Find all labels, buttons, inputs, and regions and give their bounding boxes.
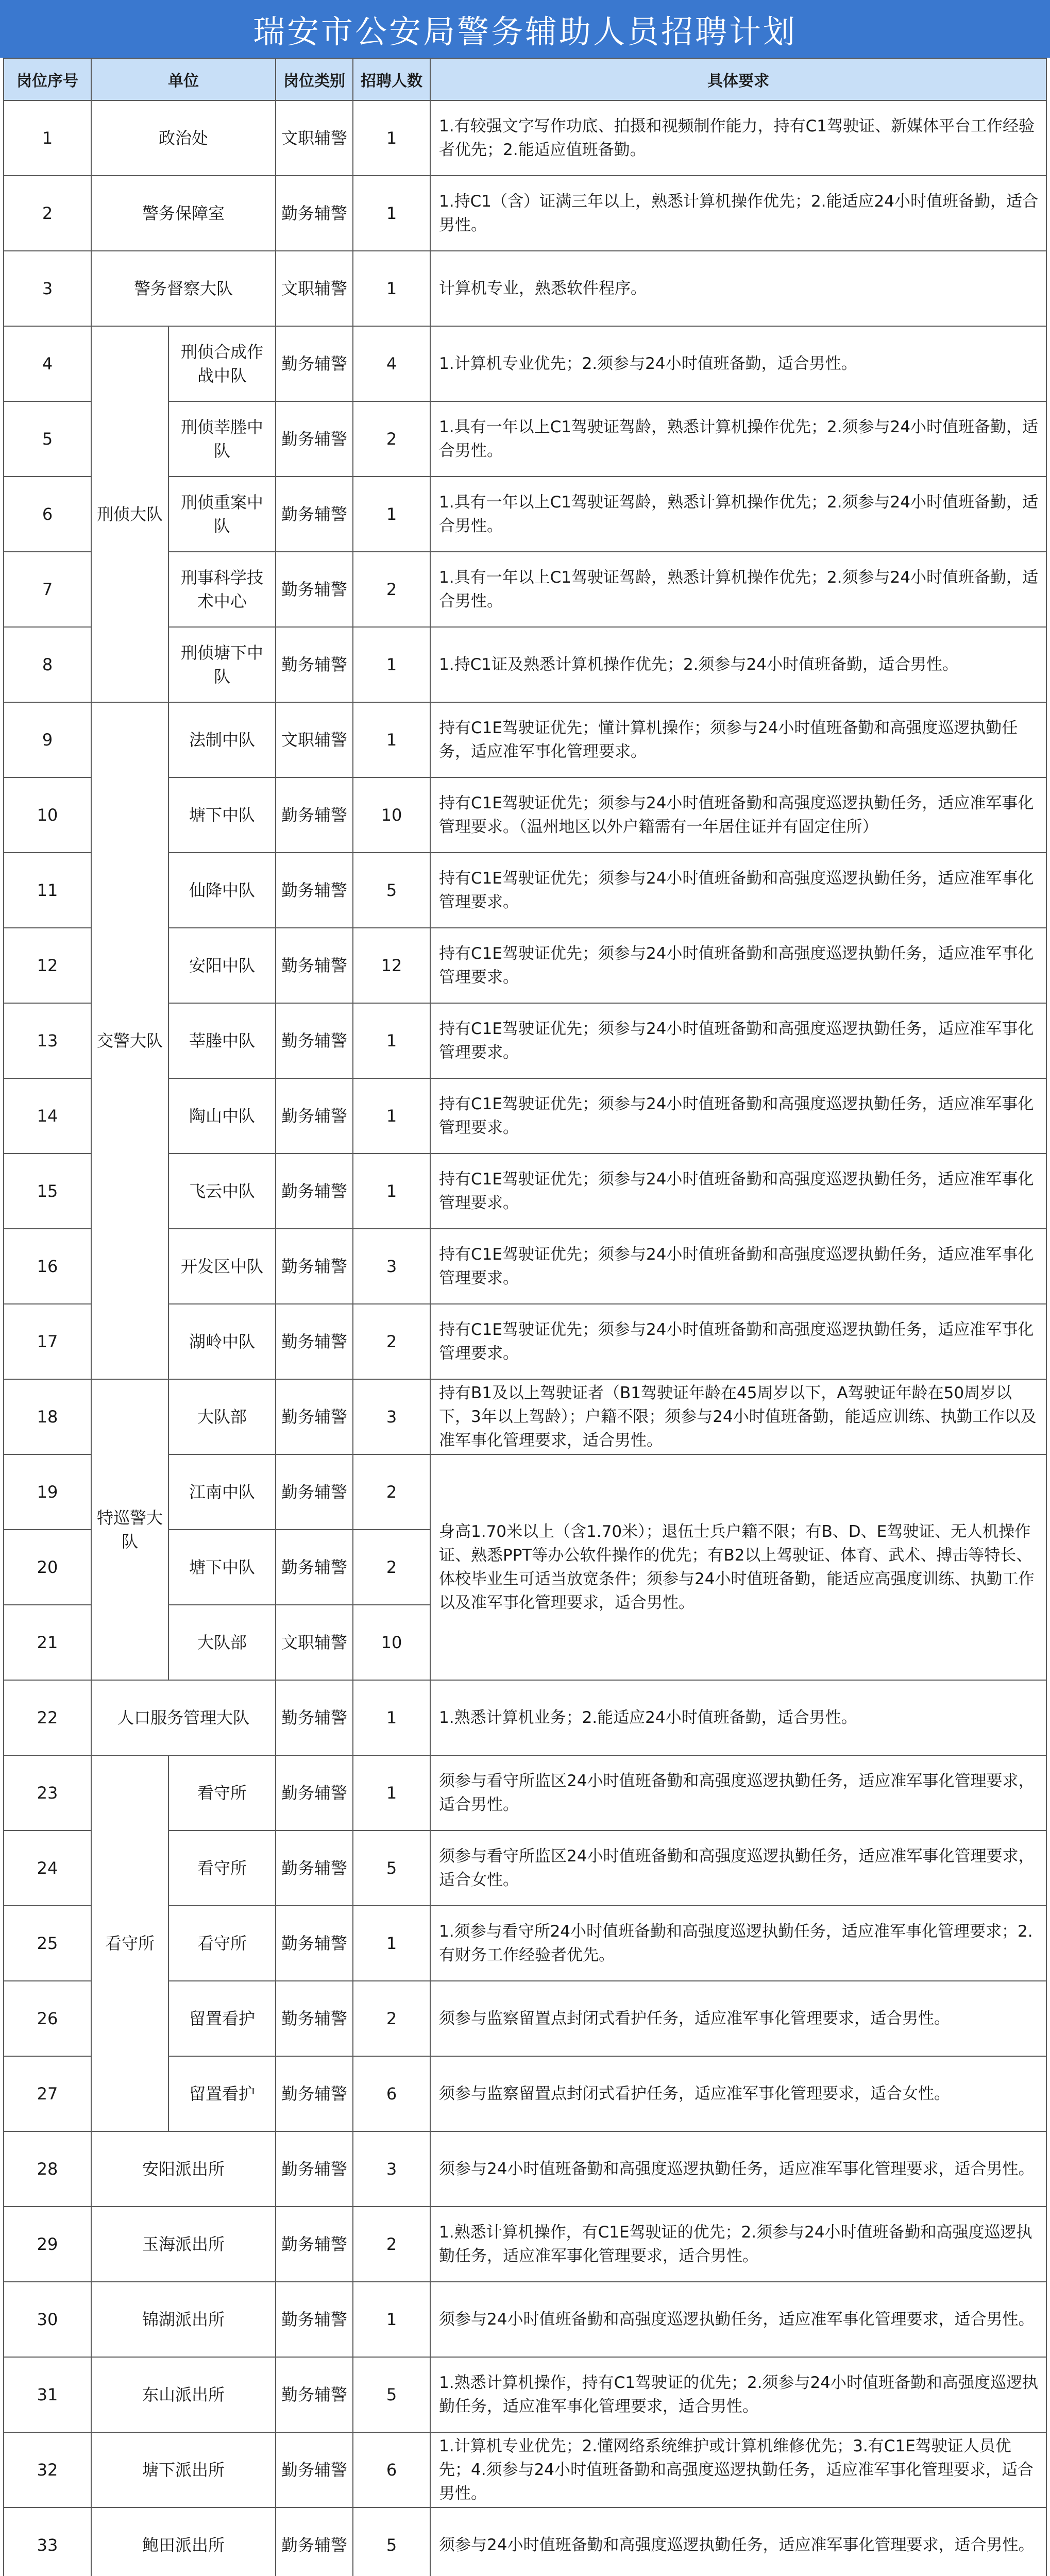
sub-unit-cell: 塘下中队 — [168, 1530, 276, 1605]
table-row — [4, 1755, 1046, 1831]
requirement-cell: 持有C1E驾驶证优先；须参与24小时值班备勤和高强度巡逻执勤任务，适应准军事化管理要求。 — [430, 1304, 1046, 1379]
post-number: 29 — [4, 2207, 91, 2282]
sub-unit-cell: 仙降中队 — [168, 853, 276, 928]
post-type-cell: 勤务辅警 — [276, 627, 353, 702]
table-row — [4, 176, 1046, 251]
hire-count-cell: 3 — [353, 1229, 430, 1304]
hire-count-cell: 10 — [353, 777, 430, 853]
post-type-cell: 勤务辅警 — [276, 1379, 353, 1454]
sub-unit-cell: 安阳中队 — [168, 928, 276, 1003]
table-row — [4, 100, 1046, 176]
table-header-row — [4, 58, 1046, 100]
post-number: 31 — [4, 2357, 91, 2432]
post-type-cell: 勤务辅警 — [276, 1229, 353, 1304]
hire-count-cell: 2 — [353, 1530, 430, 1605]
hire-count-cell: 2 — [353, 2207, 430, 2282]
hire-count-cell: 4 — [353, 326, 430, 401]
post-number: 13 — [4, 1003, 91, 1078]
post-number: 26 — [4, 1981, 91, 2056]
post-type-cell: 勤务辅警 — [276, 2207, 353, 2282]
requirement-cell: 持有C1E驾驶证优先；须参与24小时值班备勤和高强度巡逻执勤任务，适应准军事化管理要求。 — [430, 853, 1046, 928]
post-type-cell: 勤务辅警 — [276, 1078, 353, 1154]
post-number: 1 — [4, 100, 91, 176]
table-row — [4, 2207, 1046, 2282]
hire-count-cell: 2 — [353, 1454, 430, 1530]
table-row — [4, 2131, 1046, 2207]
hire-count-cell: 6 — [353, 2056, 430, 2131]
requirement-cell: 1.计算机专业优先；2.懂网络系统维护或计算机维修优先；3.有C1E驾驶证人员优先；4.须参与24小时值班备勤和高强度巡逻执勤任务，适应准军事化管理要求，适合男性。 — [430, 2432, 1046, 2507]
post-type-cell: 勤务辅警 — [276, 928, 353, 1003]
sub-unit-cell: 刑侦莘塍中队 — [168, 401, 276, 477]
group-unit-cell: 特巡警大队 — [91, 1379, 168, 1680]
requirement-cell: 持有C1E驾驶证优先；须参与24小时值班备勤和高强度巡逻执勤任务，适应准军事化管理要求。 — [430, 1003, 1046, 1078]
page-title: 瑞安市公安局警务辅助人员招聘计划 — [0, 0, 1050, 58]
hire-count-cell: 5 — [353, 2507, 430, 2576]
hire-count-cell: 10 — [353, 1605, 430, 1680]
sub-unit-cell: 大队部 — [168, 1605, 276, 1680]
unit-cell: 人口服务管理大队 — [91, 1680, 276, 1755]
sub-unit-cell: 留置看护 — [168, 1981, 276, 2056]
hire-count-cell: 1 — [353, 627, 430, 702]
table-row — [4, 1379, 1046, 1454]
hire-count-cell: 5 — [353, 2357, 430, 2432]
post-number: 23 — [4, 1755, 91, 1831]
post-type-cell: 文职辅警 — [276, 702, 353, 777]
post-type-cell: 文职辅警 — [276, 251, 353, 326]
hire-count-cell: 2 — [353, 1981, 430, 2056]
hire-count-cell: 1 — [353, 1906, 430, 1981]
hire-count-cell: 2 — [353, 401, 430, 477]
requirement-cell: 1.具有一年以上C1驾驶证驾龄，熟悉计算机操作优先；2.须参与24小时值班备勤，适合男性。 — [430, 552, 1046, 627]
sub-unit-cell: 莘塍中队 — [168, 1003, 276, 1078]
recruitment-table — [3, 58, 1047, 2576]
hire-count-cell: 1 — [353, 251, 430, 326]
table-row — [4, 326, 1046, 401]
table-row — [4, 2507, 1046, 2576]
requirement-cell: 须参与看守所监区24小时值班备勤和高强度巡逻执勤任务，适应准军事化管理要求，适合女性。 — [430, 1831, 1046, 1906]
header-unit: 单位 — [91, 58, 276, 100]
unit-cell: 安阳派出所 — [91, 2131, 276, 2207]
unit-cell: 政治处 — [91, 100, 276, 176]
sub-unit-cell: 湖岭中队 — [168, 1304, 276, 1379]
requirement-cell: 1.持C1（含）证满三年以上，熟悉计算机操作优先；2.能适应24小时值班备勤，适合男性。 — [430, 176, 1046, 251]
sub-unit-cell: 江南中队 — [168, 1454, 276, 1530]
post-number: 18 — [4, 1379, 91, 1454]
unit-cell: 东山派出所 — [91, 2357, 276, 2432]
post-type-cell: 勤务辅警 — [276, 326, 353, 401]
post-number: 15 — [4, 1154, 91, 1229]
hire-count-cell: 1 — [353, 1078, 430, 1154]
post-number: 30 — [4, 2282, 91, 2357]
requirement-cell: 须参与24小时值班备勤和高强度巡逻执勤任务，适应准军事化管理要求，适合男性。 — [430, 2131, 1046, 2207]
unit-cell: 警务保障室 — [91, 176, 276, 251]
sub-unit-cell: 看守所 — [168, 1755, 276, 1831]
group-unit-cell: 刑侦大队 — [91, 326, 168, 702]
requirement-cell: 持有C1E驾驶证优先；须参与24小时值班备勤和高强度巡逻执勤任务，适应准军事化管理要求。 — [430, 1154, 1046, 1229]
sub-unit-cell: 刑侦重案中队 — [168, 477, 276, 552]
requirement-cell: 须参与监察留置点封闭式看护任务，适应准军事化管理要求，适合男性。 — [430, 1981, 1046, 2056]
post-type-cell: 勤务辅警 — [276, 401, 353, 477]
requirement-cell: 1.具有一年以上C1驾驶证驾龄，熟悉计算机操作优先；2.须参与24小时值班备勤，适合男性。 — [430, 401, 1046, 477]
post-number: 25 — [4, 1906, 91, 1981]
post-number: 16 — [4, 1229, 91, 1304]
hire-count-cell: 2 — [353, 552, 430, 627]
post-number: 7 — [4, 552, 91, 627]
post-type-cell: 勤务辅警 — [276, 1530, 353, 1605]
post-type-cell: 文职辅警 — [276, 100, 353, 176]
post-type-cell: 勤务辅警 — [276, 1755, 353, 1831]
sub-unit-cell: 看守所 — [168, 1831, 276, 1906]
table-row — [4, 251, 1046, 326]
unit-cell: 玉海派出所 — [91, 2207, 276, 2282]
post-type-cell: 勤务辅警 — [276, 2282, 353, 2357]
post-number: 17 — [4, 1304, 91, 1379]
requirement-cell: 1.持C1证及熟悉计算机操作优先；2.须参与24小时值班备勤，适合男性。 — [430, 627, 1046, 702]
requirement-cell: 须参与24小时值班备勤和高强度巡逻执勤任务，适应准军事化管理要求，适合男性。 — [430, 2282, 1046, 2357]
table-body — [4, 100, 1046, 2576]
hire-count-cell: 12 — [353, 928, 430, 1003]
post-type-cell: 勤务辅警 — [276, 1154, 353, 1229]
requirement-cell: 1.有较强文字写作功底、拍摄和视频制作能力，持有C1驾驶证、新媒体平台工作经验者优先；2.能适应值班备勤。 — [430, 100, 1046, 176]
post-number: 33 — [4, 2507, 91, 2576]
post-type-cell: 勤务辅警 — [276, 2131, 353, 2207]
post-type-cell: 勤务辅警 — [276, 2507, 353, 2576]
post-type-cell: 勤务辅警 — [276, 1981, 353, 2056]
post-type-cell: 勤务辅警 — [276, 176, 353, 251]
requirement-cell: 持有C1E驾驶证优先；须参与24小时值班备勤和高强度巡逻执勤任务，适应准军事化管理要求。 — [430, 1078, 1046, 1154]
post-type-cell: 勤务辅警 — [276, 853, 353, 928]
post-number: 5 — [4, 401, 91, 477]
hire-count-cell: 1 — [353, 1755, 430, 1831]
group-unit-cell: 交警大队 — [91, 702, 168, 1379]
post-type-cell: 勤务辅警 — [276, 2432, 353, 2507]
post-number: 14 — [4, 1078, 91, 1154]
post-type-cell: 勤务辅警 — [276, 1003, 353, 1078]
sub-unit-cell: 刑侦合成作战中队 — [168, 326, 276, 401]
unit-cell: 警务督察大队 — [91, 251, 276, 326]
hire-count-cell: 6 — [353, 2432, 430, 2507]
post-type-cell: 勤务辅警 — [276, 777, 353, 853]
sub-unit-cell: 飞云中队 — [168, 1154, 276, 1229]
post-number: 4 — [4, 326, 91, 401]
header-requirements: 具体要求 — [430, 58, 1046, 100]
sub-unit-cell: 留置看护 — [168, 2056, 276, 2131]
table-row — [4, 2432, 1046, 2507]
unit-cell: 锦湖派出所 — [91, 2282, 276, 2357]
requirement-cell: 须参与24小时值班备勤和高强度巡逻执勤任务，适应准军事化管理要求，适合男性。 — [430, 2507, 1046, 2576]
post-number: 11 — [4, 853, 91, 928]
table-row — [4, 2282, 1046, 2357]
post-type-cell: 勤务辅警 — [276, 1831, 353, 1906]
table-row — [4, 702, 1046, 777]
table-row — [4, 1680, 1046, 1755]
requirement-cell: 1.熟悉计算机操作，有C1E驾驶证的优先；2.须参与24小时值班备勤和高强度巡逻执勤任务，适应准军事化管理要求，适合男性。 — [430, 2207, 1046, 2282]
header-count: 招聘人数 — [353, 58, 430, 100]
requirement-cell: 身高1.70米以上（含1.70米）；退伍士兵户籍不限；有B、D、E驾驶证、无人机操作证、熟悉PPT等办公软件操作的优先；有B2以上驾驶证、体育、武术、搏击等特长、体校毕业生可适当放宽条件；须参与24小时值班备勤，能适应高强度训练、执勤工作以及准军事化管理要求，适合男性。 — [430, 1454, 1046, 1680]
header-post-no: 岗位序号 — [4, 58, 91, 100]
hire-count-cell: 5 — [353, 1831, 430, 1906]
hire-count-cell: 3 — [353, 1379, 430, 1454]
unit-cell: 塘下派出所 — [91, 2432, 276, 2507]
post-type-cell: 勤务辅警 — [276, 2357, 353, 2432]
post-type-cell: 勤务辅警 — [276, 477, 353, 552]
requirement-cell: 持有C1E驾驶证优先；须参与24小时值班备勤和高强度巡逻执勤任务，适应准军事化管理要求。 — [430, 928, 1046, 1003]
sub-unit-cell: 刑事科学技术中心 — [168, 552, 276, 627]
post-number: 3 — [4, 251, 91, 326]
header-post-type: 岗位类别 — [276, 58, 353, 100]
requirement-cell: 计算机专业，熟悉软件程序。 — [430, 251, 1046, 326]
table-row — [4, 2357, 1046, 2432]
hire-count-cell: 1 — [353, 1003, 430, 1078]
post-number: 19 — [4, 1454, 91, 1530]
requirement-cell: 持有B1及以上驾驶证者（B1驾驶证年龄在45周岁以下，A驾驶证年龄在50周岁以下，3年以上驾龄）；户籍不限；须参与24小时值班备勤，能适应训练、执勤工作以及准军事化管理要求，适合男性。 — [430, 1379, 1046, 1454]
post-type-cell: 勤务辅警 — [276, 1906, 353, 1981]
hire-count-cell: 1 — [353, 1680, 430, 1755]
requirement-cell: 1.须参与看守所24小时值班备勤和高强度巡逻执勤任务，适应准军事化管理要求；2.有财务工作经验者优先。 — [430, 1906, 1046, 1981]
requirement-cell: 须参与监察留置点封闭式看护任务，适应准军事化管理要求，适合女性。 — [430, 2056, 1046, 2131]
post-number: 28 — [4, 2131, 91, 2207]
post-number: 22 — [4, 1680, 91, 1755]
sub-unit-cell: 刑侦塘下中队 — [168, 627, 276, 702]
sub-unit-cell: 开发区中队 — [168, 1229, 276, 1304]
post-number: 24 — [4, 1831, 91, 1906]
post-number: 6 — [4, 477, 91, 552]
post-number: 27 — [4, 2056, 91, 2131]
hire-count-cell: 2 — [353, 1304, 430, 1379]
sub-unit-cell: 法制中队 — [168, 702, 276, 777]
post-type-cell: 勤务辅警 — [276, 1454, 353, 1530]
unit-cell: 鲍田派出所 — [91, 2507, 276, 2576]
post-number: 9 — [4, 702, 91, 777]
post-number: 12 — [4, 928, 91, 1003]
post-type-cell: 文职辅警 — [276, 1605, 353, 1680]
requirement-cell: 1.熟悉计算机操作，持有C1驾驶证的优先；2.须参与24小时值班备勤和高强度巡逻执勤任务，适应准军事化管理要求，适合男性。 — [430, 2357, 1046, 2432]
post-type-cell: 勤务辅警 — [276, 552, 353, 627]
hire-count-cell: 1 — [353, 477, 430, 552]
hire-count-cell: 1 — [353, 702, 430, 777]
post-type-cell: 勤务辅警 — [276, 1680, 353, 1755]
hire-count-cell: 1 — [353, 2282, 430, 2357]
sub-unit-cell: 塘下中队 — [168, 777, 276, 853]
post-number: 10 — [4, 777, 91, 853]
requirement-cell: 1.计算机专业优先；2.须参与24小时值班备勤，适合男性。 — [430, 326, 1046, 401]
hire-count-cell: 1 — [353, 100, 430, 176]
post-type-cell: 勤务辅警 — [276, 2056, 353, 2131]
sub-unit-cell: 陶山中队 — [168, 1078, 276, 1154]
sub-unit-cell: 看守所 — [168, 1906, 276, 1981]
hire-count-cell: 1 — [353, 1154, 430, 1229]
group-unit-cell: 看守所 — [91, 1755, 168, 2131]
post-number: 20 — [4, 1530, 91, 1605]
post-number: 2 — [4, 176, 91, 251]
requirement-cell: 持有C1E驾驶证优先；懂计算机操作；须参与24小时值班备勤和高强度巡逻执勤任务，适应准军事化管理要求。 — [430, 702, 1046, 777]
hire-count-cell: 3 — [353, 2131, 430, 2207]
hire-count-cell: 5 — [353, 853, 430, 928]
post-number: 32 — [4, 2432, 91, 2507]
requirement-cell: 1.具有一年以上C1驾驶证驾龄，熟悉计算机操作优先；2.须参与24小时值班备勤，适合男性。 — [430, 477, 1046, 552]
requirement-cell: 1.熟悉计算机业务；2.能适应24小时值班备勤，适合男性。 — [430, 1680, 1046, 1755]
post-number: 21 — [4, 1605, 91, 1680]
requirement-cell: 持有C1E驾驶证优先；须参与24小时值班备勤和高强度巡逻执勤任务，适应准军事化管理要求。 — [430, 1229, 1046, 1304]
post-type-cell: 勤务辅警 — [276, 1304, 353, 1379]
requirement-cell: 须参与看守所监区24小时值班备勤和高强度巡逻执勤任务，适应准军事化管理要求，适合男性。 — [430, 1755, 1046, 1831]
sub-unit-cell: 大队部 — [168, 1379, 276, 1454]
hire-count-cell: 1 — [353, 176, 430, 251]
post-number: 8 — [4, 627, 91, 702]
requirement-cell: 持有C1E驾驶证优先；须参与24小时值班备勤和高强度巡逻执勤任务，适应准军事化管理要求。（温州地区以外户籍需有一年居住证并有固定住所） — [430, 777, 1046, 853]
